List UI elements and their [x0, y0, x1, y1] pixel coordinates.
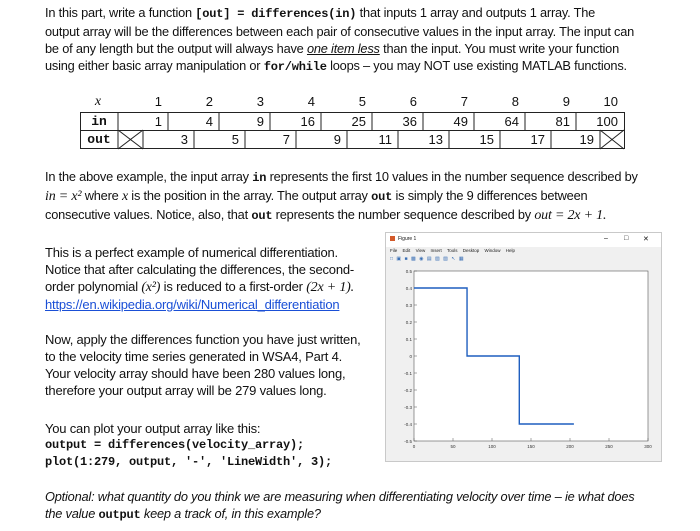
x-tick-label: 300 [644, 444, 652, 449]
in-row-label: in [91, 114, 107, 129]
intro-text: loops – you may NOT use existing MATLAB functions. [326, 58, 627, 73]
x-value: 5 [358, 94, 366, 109]
equation-2x1: (2x + 1). [306, 280, 354, 295]
code-in: in [252, 171, 267, 185]
para-text: is the position in the array. The output array [127, 188, 372, 203]
data-cursor-icon[interactable]: ▨ [434, 256, 441, 262]
maximize-button[interactable]: □ [624, 235, 629, 242]
intro-text: output array will be the differences between each pair of consecutive values in the input array. The input can [45, 24, 635, 39]
y-tick-label: 0.1 [405, 336, 412, 342]
x-value: 1 [154, 94, 162, 109]
x-value: 6 [409, 94, 417, 109]
menu-insert[interactable]: Insert [430, 248, 442, 253]
in-value: 36 [402, 114, 417, 129]
menu-help[interactable]: Help [505, 248, 516, 253]
in-value: 1 [154, 114, 162, 129]
para-text: Notice that after calculating the differences, the second- [45, 262, 355, 277]
differentiation-paragraph [45, 244, 385, 313]
function-signature: [out] = differences(in) [195, 7, 357, 21]
para-text: is reduced to a first-order [160, 279, 307, 294]
para-text: consecutive values. Notice, also, that [45, 207, 252, 222]
out-value: 9 [333, 132, 341, 147]
figure-titlebar [386, 233, 661, 247]
code-line: plot(1:279, output, '-', 'LineWidth', 3); [45, 455, 333, 469]
in-value: 81 [555, 114, 570, 129]
apply-paragraph [45, 331, 385, 399]
example-table [80, 92, 625, 154]
code-out: out [251, 209, 273, 223]
para-text: is simply the 9 differences between [392, 188, 588, 203]
intro-text: than the input. You must write your function [379, 41, 620, 56]
close-button[interactable]: ✕ [643, 236, 649, 243]
figure-menubar [390, 248, 515, 253]
wikipedia-link[interactable]: https://en.wikipedia.org/wiki/Numerical_differentiation [45, 297, 340, 312]
para-text: Now, apply the differences function you have just written, [45, 332, 361, 347]
new-figure-icon[interactable]: □ [390, 256, 395, 262]
intro-text: that inputs 1 array and outputs 1 array. The [356, 5, 596, 20]
equation-out: out = 2x + 1. [534, 208, 607, 223]
out-value: 17 [530, 132, 545, 147]
open-icon[interactable]: ▣ [396, 256, 403, 262]
out-value: 15 [479, 132, 494, 147]
in-value: 4 [205, 114, 213, 129]
x-tick-label: 150 [527, 444, 535, 449]
x-value: 3 [256, 94, 264, 109]
figure-window [385, 232, 662, 462]
menu-file[interactable]: File [390, 248, 398, 253]
question-text: the value [45, 506, 99, 521]
out-value: 13 [428, 132, 443, 147]
out-value: 11 [378, 132, 392, 147]
para-text: represents the first 10 values in the number sequence described by [266, 169, 638, 184]
x-value: 4 [307, 94, 315, 109]
out-value: 7 [282, 132, 290, 147]
loop-keyword: for/while [263, 60, 327, 74]
x-tick-label: 250 [605, 444, 613, 449]
intro-paragraph [45, 4, 695, 76]
figure-title: Figure 1 [398, 236, 417, 242]
pan-icon[interactable]: ▤ [426, 256, 433, 262]
optional-question [45, 488, 695, 524]
y-tick-label: 0 [409, 353, 412, 359]
minimize-button[interactable]: – [604, 235, 608, 242]
out-row-label: out [87, 132, 111, 147]
code-output: output [98, 508, 141, 522]
intro-text: In this part, write a function [45, 5, 196, 20]
para-text: where [81, 188, 122, 203]
question-text: Optional: what quantity do you think we are measuring when differentiating velocity over time – ie what does [45, 489, 635, 504]
para-text: Your velocity array should have been 280 values long, [45, 366, 346, 381]
y-tick-label: 0.5 [405, 268, 412, 274]
menu-tools[interactable]: Tools [446, 248, 458, 253]
print-icon[interactable]: ▩ [410, 256, 417, 262]
para-text: to the velocity time series generated in WSA4, Part 4. [45, 349, 343, 364]
plot-paragraph [45, 420, 385, 471]
menu-window[interactable]: Window [484, 248, 501, 253]
equation-in: in = x² [45, 189, 82, 204]
in-value: 64 [504, 114, 519, 129]
x-tick-label: 50 [450, 444, 456, 449]
menu-edit[interactable]: Edit [402, 248, 411, 253]
x-value: 10 [603, 94, 618, 109]
y-tick-label: 0.2 [405, 319, 412, 325]
intro-text: using either basic array manipulation or [45, 58, 264, 73]
plot-canvas[interactable] [386, 263, 661, 461]
x-value: 9 [562, 94, 570, 109]
in-value: 25 [351, 114, 366, 129]
y-tick-label: -0.5 [404, 438, 412, 444]
code-line: output = differences(velocity_array); [45, 438, 305, 452]
x-value: 7 [460, 94, 468, 109]
out-value: 19 [579, 132, 594, 147]
para-text: therefore your output array will be 279 values long. [45, 383, 327, 398]
question-text: keep a track of, in this example? [140, 506, 321, 521]
emphasis-text: one item less [306, 41, 380, 56]
x-value: 8 [511, 94, 519, 109]
para-text: represents the number sequence described by [272, 207, 535, 222]
y-tick-label: -0.3 [404, 404, 412, 410]
para-text: This is a perfect example of numerical differentiation. [45, 245, 338, 260]
explanation-paragraph [45, 168, 695, 225]
x-tick-label: 100 [488, 444, 496, 449]
menu-desktop[interactable]: Desktop [462, 248, 480, 253]
x-value: 2 [205, 94, 213, 109]
para-text: You can plot your output array like this: [45, 421, 261, 436]
in-value: 49 [453, 114, 468, 129]
code-out: out [371, 190, 393, 204]
variable-x: x [121, 189, 128, 204]
x-row-label: x [94, 94, 102, 109]
out-value: 3 [180, 132, 188, 147]
y-tick-label: 0.4 [405, 285, 412, 291]
in-value: 16 [300, 114, 315, 129]
pointer-icon[interactable]: ↖ [451, 256, 457, 262]
brush-icon[interactable]: ▧ [443, 256, 449, 262]
save-icon[interactable]: ■ [404, 256, 409, 262]
y-tick-label: 0.3 [405, 302, 412, 308]
para-text: In the above example, the input array [45, 169, 253, 184]
y-tick-label: -0.1 [404, 370, 412, 376]
x-tick-label: 0 [412, 444, 416, 449]
in-value: 100 [596, 114, 618, 129]
intro-text: be of any length but the output will always have [45, 41, 307, 56]
matlab-logo-icon [390, 236, 395, 241]
menu-view[interactable]: View [415, 248, 426, 253]
in-value: 9 [256, 114, 264, 129]
para-text: order polynomial [45, 279, 142, 294]
colorbar-icon[interactable]: ▦ [458, 256, 465, 262]
equation-x2: (x²) [141, 280, 161, 295]
plot-axes [414, 271, 648, 441]
zoom-icon[interactable]: ◉ [419, 256, 425, 262]
y-tick-label: -0.2 [404, 387, 412, 393]
out-value: 5 [231, 132, 239, 147]
x-tick-label: 200 [566, 444, 574, 449]
y-tick-label: -0.4 [404, 421, 412, 427]
figure-toolbar [390, 256, 465, 262]
